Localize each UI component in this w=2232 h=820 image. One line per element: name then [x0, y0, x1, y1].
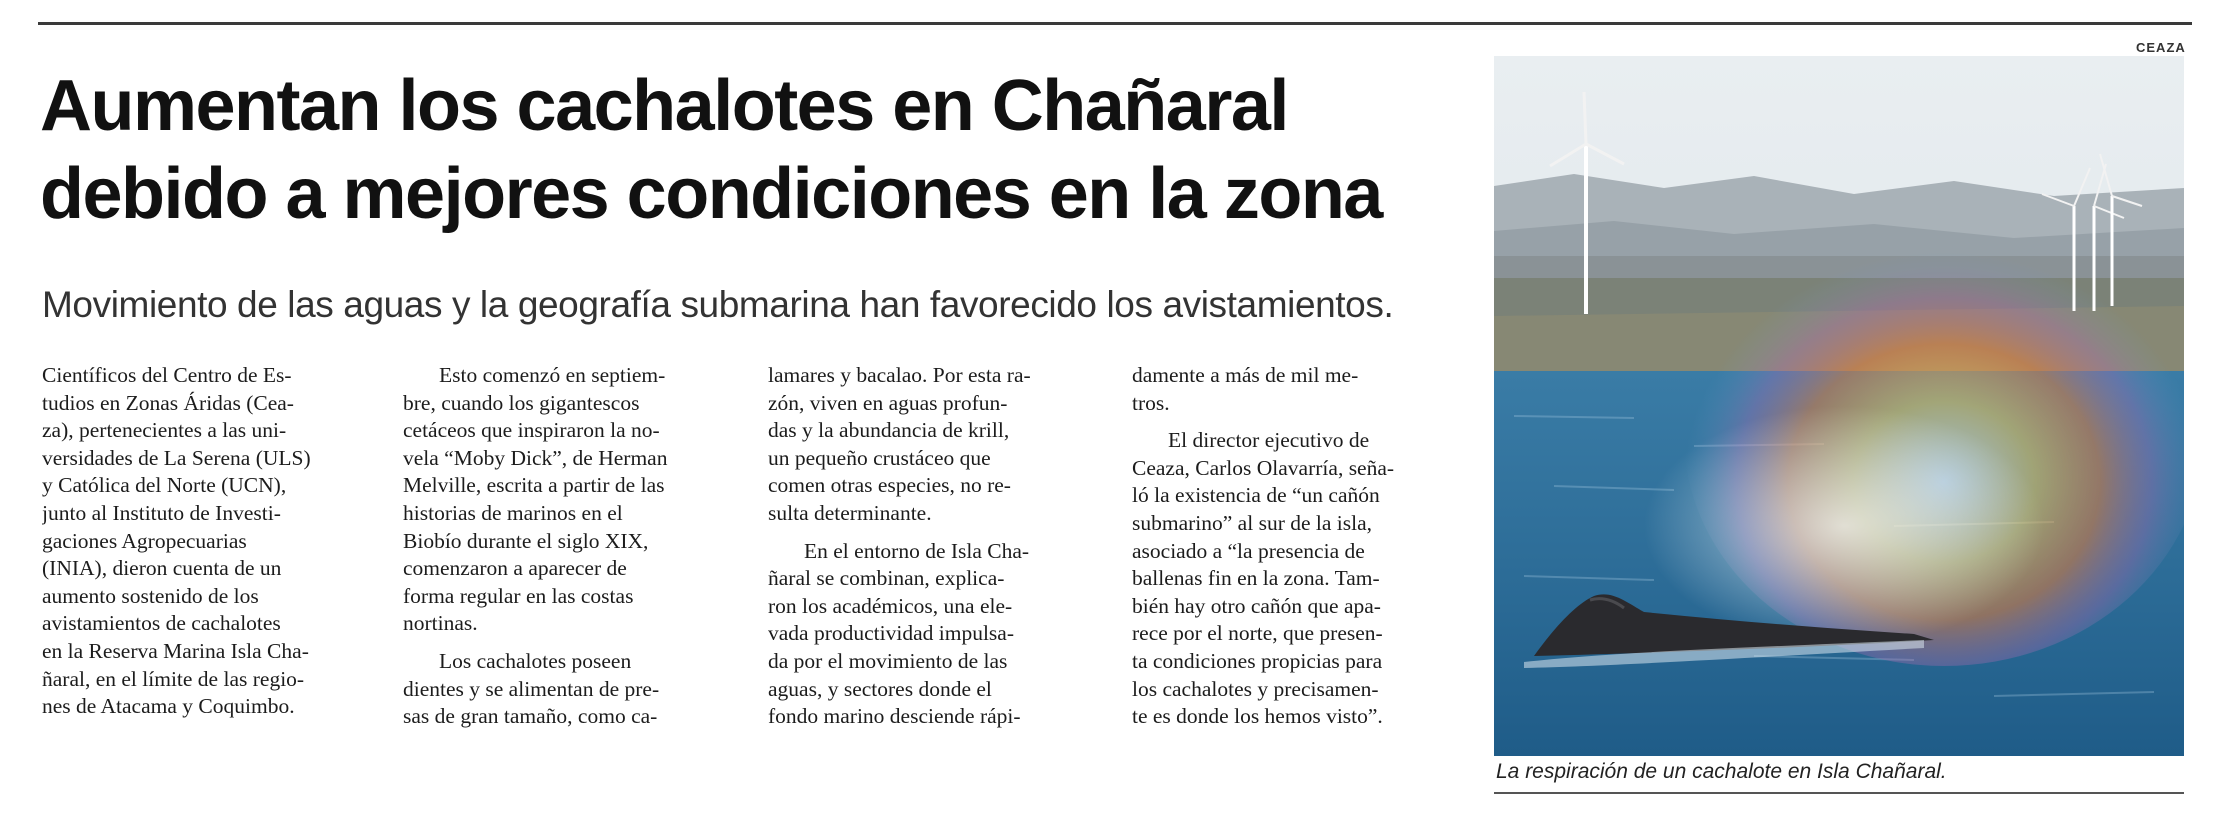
paragraph — [403, 362, 725, 638]
paragraph — [768, 362, 1090, 528]
text-line: Ceaza, Carlos Olavarría, seña- — [1132, 455, 1395, 480]
text-line: junto al Instituto de Investi- — [42, 500, 281, 525]
photo-whale-spout — [1494, 56, 2184, 756]
text-line: En el entorno de Isla Cha- — [804, 538, 1030, 563]
text-line: forma regular en las costas — [403, 583, 634, 608]
text-line: Científicos del Centro de Es- — [42, 363, 292, 387]
text-line: versidades de La Serena (ULS) — [42, 445, 311, 470]
text-line: te es donde los hemos visto”. — [1132, 704, 1383, 729]
text-line: gaciones Agropecuarias — [42, 528, 247, 553]
text-line: comenzaron a aparecer de — [403, 556, 627, 581]
photo-caption: La respiración de un cachalote en Isla Chañaral. — [1496, 760, 1947, 783]
text-line: ñaral, en el límite de las regio- — [42, 666, 305, 691]
text-line: damente a más de mil me- — [1132, 363, 1359, 387]
text-line: bre, cuando los gigantescos — [403, 390, 640, 415]
text-line: aguas, y sectores donde el — [768, 676, 992, 701]
paragraph — [42, 362, 364, 721]
text-line: sulta determinante. — [768, 500, 932, 525]
text-line: dientes y se alimentan de pre- — [403, 676, 660, 701]
body-column-4 — [1132, 362, 1454, 802]
text-line: tros. — [1132, 390, 1170, 415]
paragraph — [403, 648, 725, 731]
text-line: y Católica del Norte (UCN), — [42, 473, 287, 498]
headline-line-2: debido a mejores condiciones en la zona — [40, 154, 1382, 234]
text-line: asociado a “la presencia de — [1132, 538, 1365, 563]
text-line: Biobío durante el siglo XIX, — [403, 528, 649, 553]
text-line: zón, viven en aguas profun- — [768, 390, 1008, 415]
paragraph — [1132, 362, 1454, 417]
text-line: avistamientos de cachalotes — [42, 611, 281, 636]
body-column-3 — [768, 362, 1090, 802]
text-line: Los cachalotes poseen — [439, 648, 632, 673]
text-line: El director ejecutivo de — [1168, 428, 1370, 453]
body-column-1 — [42, 362, 364, 802]
text-line: nes de Atacama y Coquimbo. — [42, 694, 295, 719]
text-line: lamares y bacalao. Por esta ra- — [768, 363, 1031, 387]
text-line: fondo marino desciende rápi- — [768, 704, 1021, 729]
text-line: ballenas fin en la zona. Tam- — [1132, 566, 1380, 591]
text-line: tudios en Zonas Áridas (Cea- — [42, 390, 294, 415]
text-line: za), pertenecientes a las uni- — [42, 418, 287, 443]
text-line: ta condiciones propicias para — [1132, 648, 1383, 673]
text-line: das y la abundancia de krill, — [768, 418, 1010, 443]
text-line: los cachalotes y precisamen- — [1132, 676, 1379, 701]
paragraph — [1132, 427, 1454, 731]
text-line: comen otras especies, no re- — [768, 473, 1011, 498]
text-line: nortinas. — [403, 611, 478, 636]
text-line: un pequeño crustáceo que — [768, 445, 991, 470]
text-line: submarino” al sur de la isla, — [1132, 510, 1373, 535]
text-line: vela “Moby Dick”, de Herman — [403, 445, 668, 470]
top-rule — [38, 22, 2192, 25]
text-line: en la Reserva Marina Isla Cha- — [42, 638, 309, 663]
text-line: da por el movimiento de las — [768, 648, 1008, 673]
text-line: bién hay otro cañón que apa- — [1132, 593, 1381, 618]
bottom-rule — [1494, 792, 2184, 794]
paragraph — [768, 538, 1090, 731]
text-line: cetáceos que inspiraron la no- — [403, 418, 660, 443]
photo-credit: CEAZA — [2136, 40, 2186, 55]
headline-line-1: Aumentan los cachalotes en Chañaral — [40, 66, 1288, 146]
text-line: ron los académicos, una ele- — [768, 593, 1013, 618]
text-line: Melville, escrita a partir de las — [403, 473, 665, 498]
text-line: sas de gran tamaño, como ca- — [403, 704, 658, 729]
text-line: vada productividad impulsa- — [768, 621, 1014, 646]
text-line: ñaral se combinan, explica- — [768, 566, 1005, 591]
text-line: rece por el norte, que presen- — [1132, 621, 1383, 646]
text-line: historias de marinos en el — [403, 500, 623, 525]
deck-subtitle: Movimiento de las aguas y la geografía submarina han favorecido los avistamientos. — [42, 284, 1394, 325]
text-line: aumento sostenido de los — [42, 583, 259, 608]
text-line: ló la existencia de “un cañón — [1132, 483, 1380, 508]
text-line: Esto comenzó en septiem- — [439, 363, 666, 387]
headline — [40, 62, 1480, 238]
photo-illustration — [1494, 56, 2184, 756]
body-column-2 — [403, 362, 725, 802]
text-line: (INIA), dieron cuenta de un — [42, 556, 282, 581]
